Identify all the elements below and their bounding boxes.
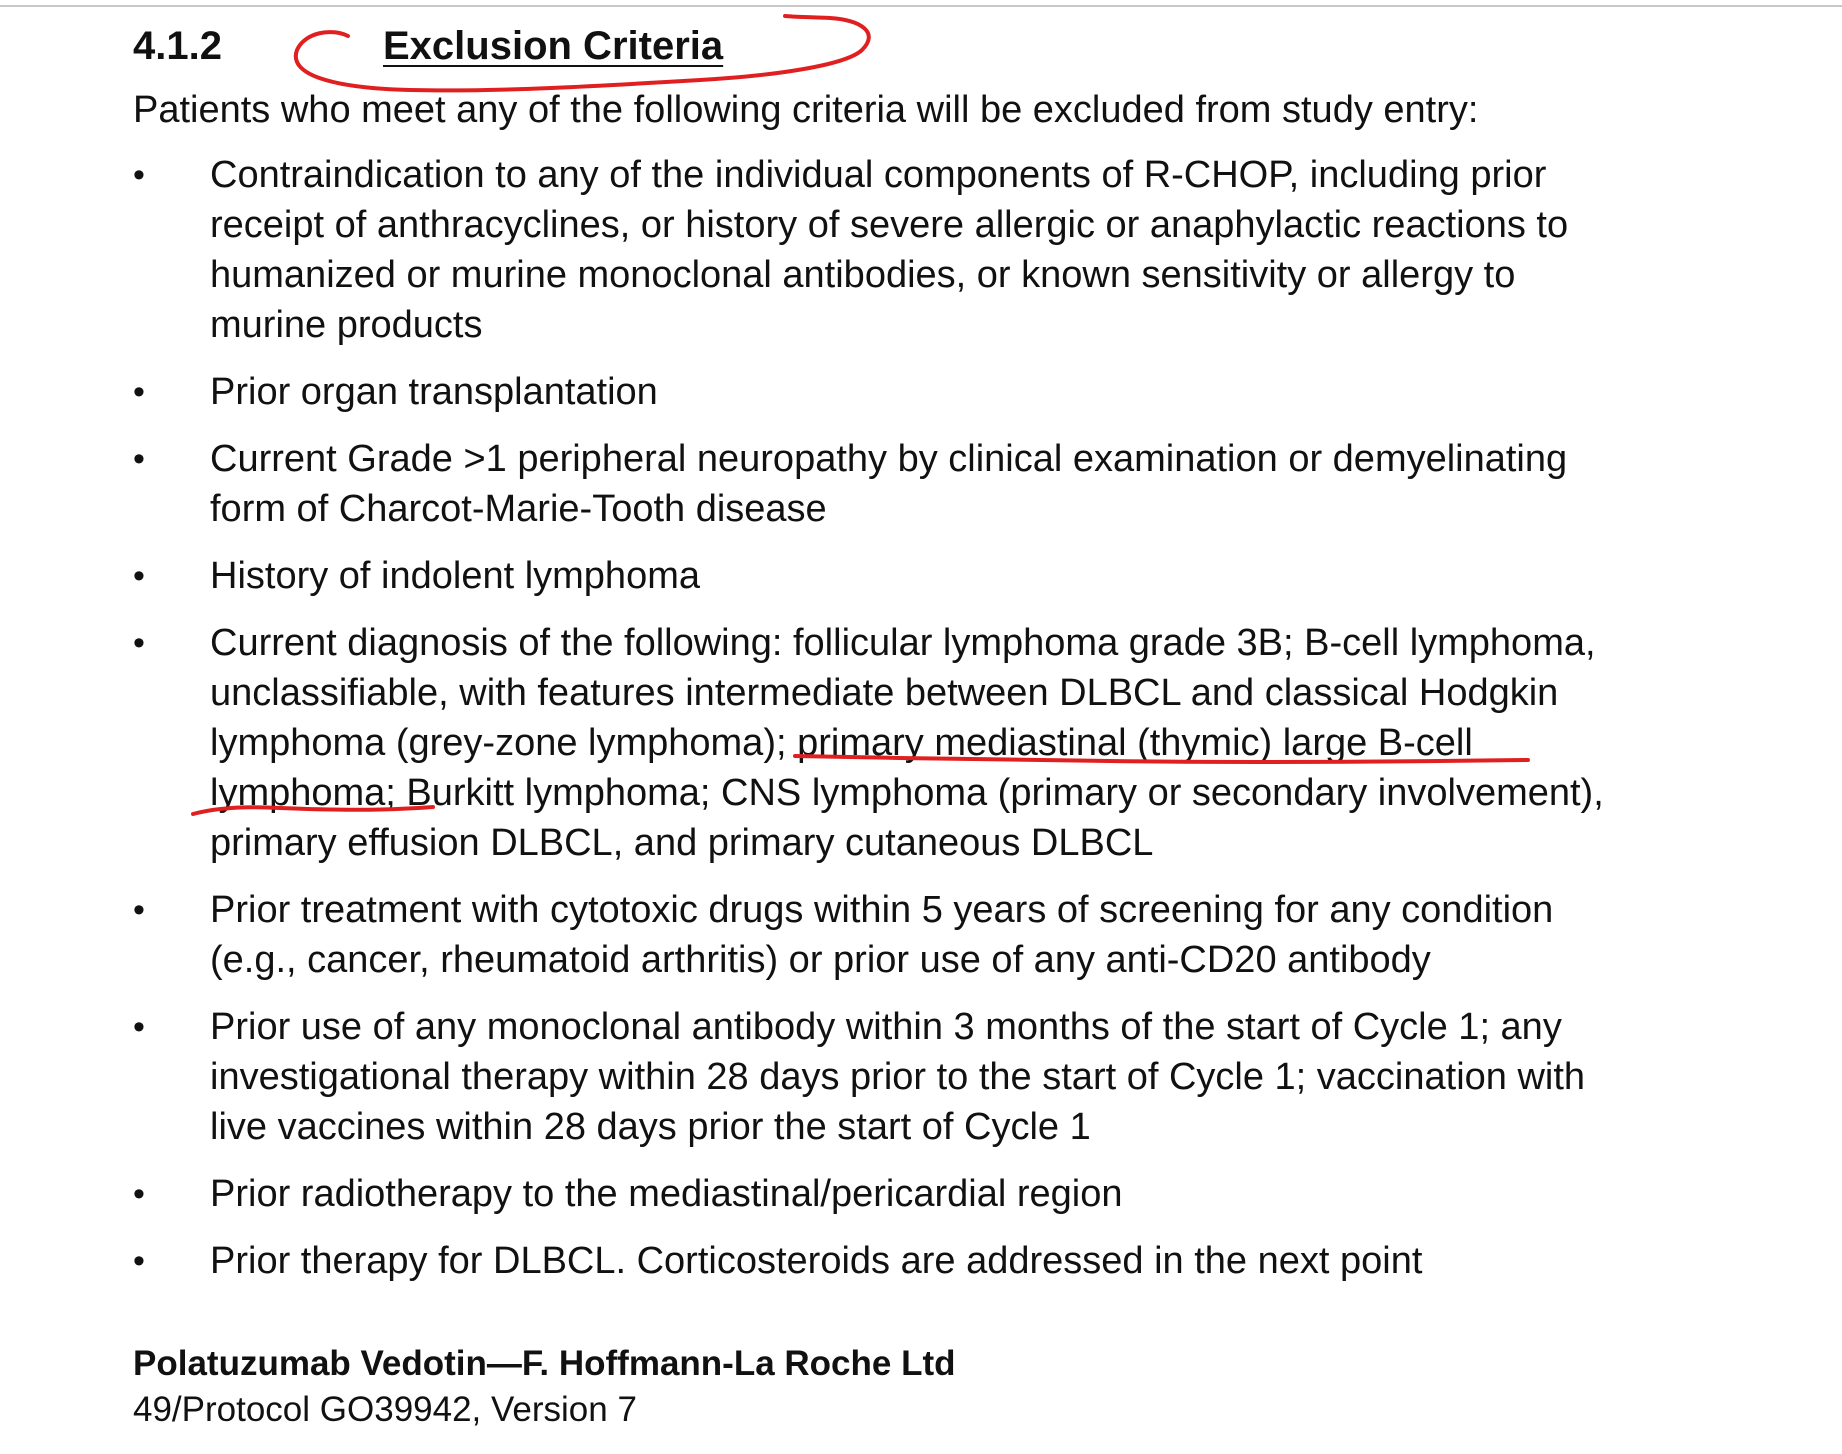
criteria-line: receipt of anthracyclines, or history of severe allergic or anaphylactic reactions to	[210, 204, 1569, 246]
intro-paragraph: Patients who meet any of the following criteria will be excluded from study entry:	[133, 89, 1479, 131]
criteria-line: humanized or murine monoclonal antibodies, or known sensitivity or allergy to	[210, 254, 1516, 296]
bullet-icon: •	[133, 1175, 145, 1213]
criteria-line: lymphoma; Burkitt lymphoma; CNS lymphoma (primary or secondary involvement),	[210, 772, 1604, 814]
criteria-item	[133, 367, 1693, 417]
criteria-text	[210, 367, 1693, 417]
bullet-icon: •	[133, 440, 145, 478]
criteria-line: unclassifiable, with features intermediate between DLBCL and classical Hodgkin	[210, 672, 1559, 714]
criteria-line: History of indolent lymphoma	[210, 555, 700, 597]
criteria-text	[210, 551, 1693, 601]
bullet-icon: •	[133, 373, 145, 411]
criteria-line: Contraindication to any of the individual components of R-CHOP, including prior	[210, 154, 1547, 196]
criteria-item	[133, 150, 1693, 350]
criteria-item	[133, 551, 1693, 601]
bullet-icon: •	[133, 891, 145, 929]
criteria-line: form of Charcot-Marie-Tooth disease	[210, 488, 827, 530]
criteria-item	[133, 434, 1693, 534]
criteria-line: Current Grade >1 peripheral neuropathy by clinical examination or demyelinating	[210, 438, 1568, 480]
document-footer	[133, 1341, 956, 1433]
criteria-line: Prior radiotherapy to the mediastinal/pericardial region	[210, 1173, 1123, 1215]
footer-title: Polatuzumab Vedotin—F. Hoffmann-La Roche Ltd	[133, 1344, 956, 1383]
criteria-item	[133, 1169, 1693, 1219]
criteria-line: primary effusion DLBCL, and primary cutaneous DLBCL	[210, 822, 1154, 864]
top-rule	[0, 5, 1842, 7]
criteria-line: lymphoma (grey-zone lymphoma); primary mediastinal (thymic) large B-cell	[210, 722, 1473, 764]
criteria-text	[210, 434, 1693, 534]
exclusion-criteria-list	[133, 150, 1693, 1303]
criteria-line: investigational therapy within 28 days prior to the start of Cycle 1; vaccination with	[210, 1056, 1586, 1098]
bullet-icon: •	[133, 624, 145, 662]
criteria-text	[210, 618, 1693, 868]
criteria-line: Prior treatment with cytotoxic drugs within 5 years of screening for any condition	[210, 889, 1554, 931]
criteria-line: Prior use of any monoclonal antibody within 3 months of the start of Cycle 1; any	[210, 1006, 1562, 1048]
criteria-text	[210, 1169, 1693, 1219]
criteria-line: (e.g., cancer, rheumatoid arthritis) or prior use of any anti-CD20 antibody	[210, 939, 1431, 981]
criteria-text	[210, 1236, 1693, 1286]
footer-subtitle: 49/Protocol GO39942, Version 7	[133, 1390, 637, 1429]
criteria-text	[210, 1002, 1693, 1152]
criteria-line: Prior therapy for DLBCL. Corticosteroids are addressed in the next point	[210, 1240, 1423, 1282]
bullet-icon: •	[133, 557, 145, 595]
criteria-line: Current diagnosis of the following: follicular lymphoma grade 3B; B-cell lymphoma,	[210, 622, 1596, 664]
bullet-icon: •	[133, 156, 145, 194]
bullet-icon: •	[133, 1008, 145, 1046]
criteria-item	[133, 1236, 1693, 1286]
section-number: 4.1.2	[133, 24, 222, 68]
section-title: Exclusion Criteria	[383, 24, 724, 68]
criteria-line: murine products	[210, 304, 483, 346]
criteria-item	[133, 1002, 1693, 1152]
criteria-line: Prior organ transplantation	[210, 371, 658, 413]
bullet-icon: •	[133, 1242, 145, 1280]
criteria-line: live vaccines within 28 days prior the start of Cycle 1	[210, 1106, 1091, 1148]
criteria-text	[210, 885, 1693, 985]
criteria-item	[133, 618, 1693, 868]
criteria-text	[210, 150, 1693, 350]
criteria-item	[133, 885, 1693, 985]
